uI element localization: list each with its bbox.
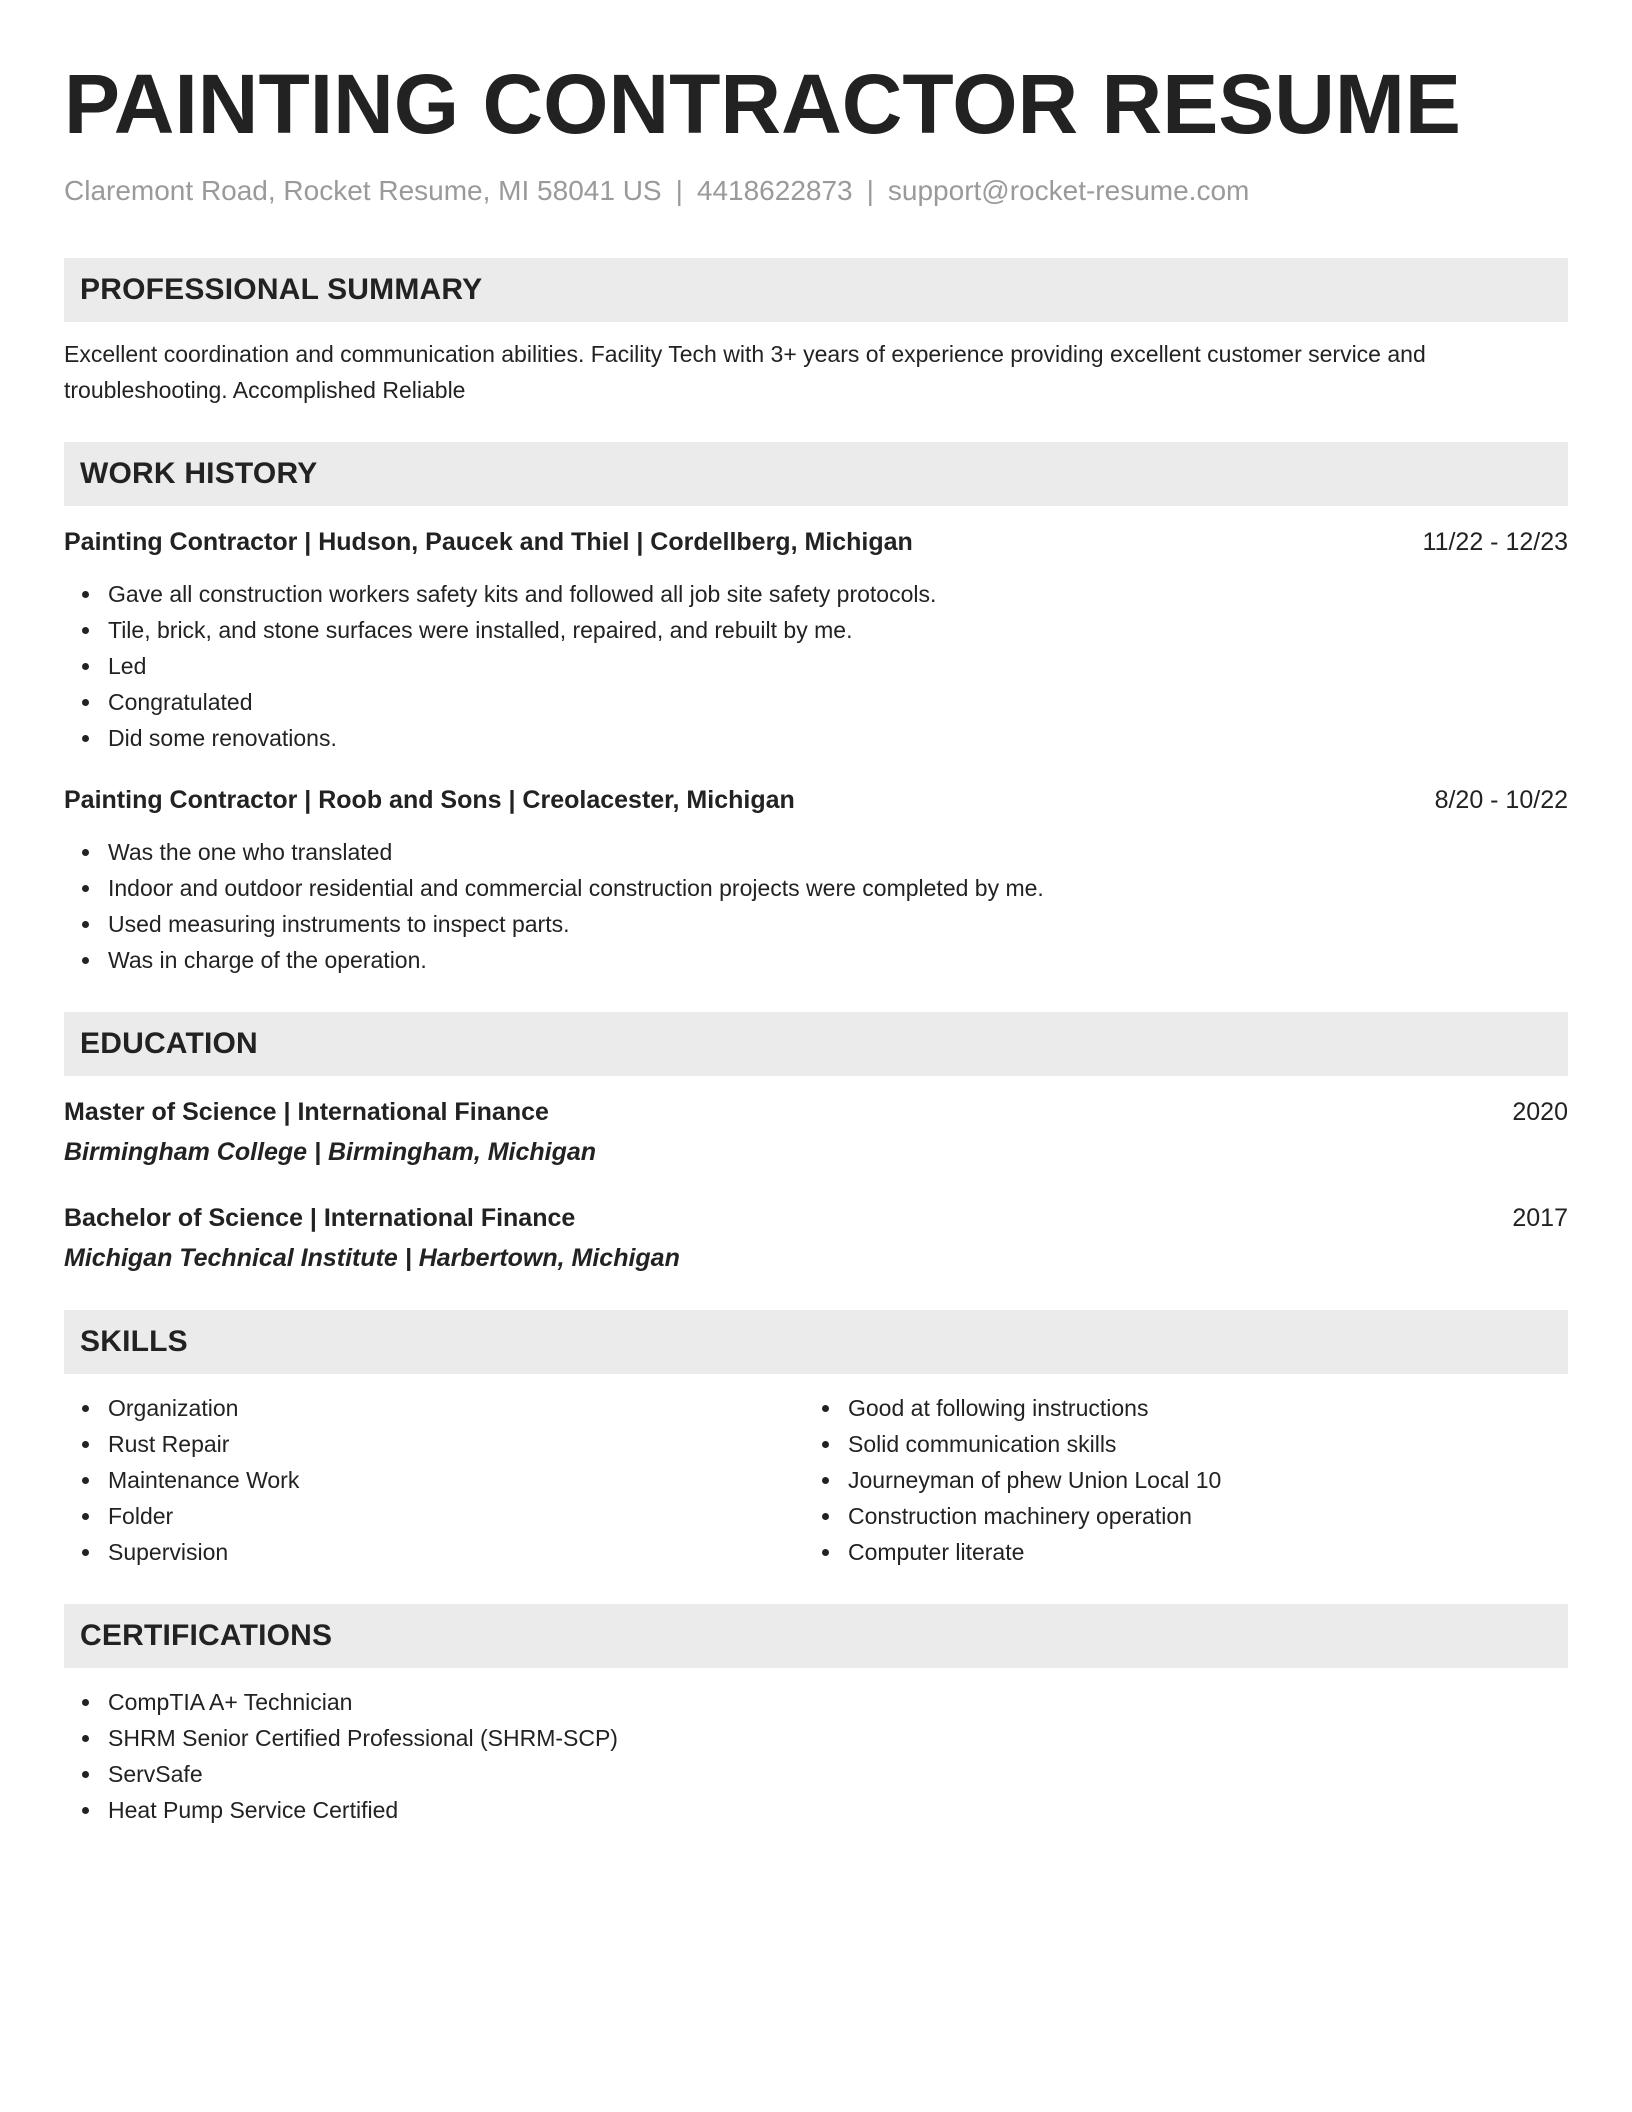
contact-line — [64, 174, 1568, 208]
degree-title: Master of Science | International Finance — [64, 1098, 549, 1126]
job-bullets — [64, 576, 1568, 756]
skills-column-right — [804, 1390, 1544, 1570]
section-header-work-history: WORK HISTORY — [64, 442, 1568, 506]
education-entry — [64, 1200, 1568, 1276]
contact-address: Claremont Road, Rocket Resume, MI 58041 US — [64, 175, 662, 206]
contact-separator: | — [866, 175, 874, 206]
skill-item: Construction machinery operation — [848, 1498, 1544, 1534]
job-bullet: Congratulated — [108, 684, 1568, 720]
certification-item: ServSafe — [108, 1756, 1568, 1792]
skill-item: Supervision — [108, 1534, 804, 1570]
skill-item: Computer literate — [848, 1534, 1544, 1570]
skill-item: Folder — [108, 1498, 804, 1534]
contact-phone: 4418622873 — [696, 175, 853, 206]
skill-item: Organization — [108, 1390, 804, 1426]
graduation-year: 2017 — [1512, 1204, 1568, 1232]
job-bullet: Did some renovations. — [108, 720, 1568, 756]
skill-item: Good at following instructions — [848, 1390, 1544, 1426]
contact-email: support@rocket-resume.com — [887, 175, 1250, 206]
certifications-list — [64, 1684, 1568, 1828]
skill-item: Rust Repair — [108, 1426, 804, 1462]
skill-item: Solid communication skills — [848, 1426, 1544, 1462]
degree-title: Bachelor of Science | International Finance — [64, 1204, 576, 1232]
job-bullet: Indoor and outdoor residential and commercial construction projects were completed by me. — [108, 870, 1568, 906]
job-bullet: Gave all construction workers safety kits and followed all job site safety protocols. — [108, 576, 1568, 612]
job-bullet: Was in charge of the operation. — [108, 942, 1568, 978]
section-header-education: EDUCATION — [64, 1012, 1568, 1076]
resume-title: PAINTING CONTRACTOR RESUME — [64, 57, 1461, 151]
job-bullet: Used measuring instruments to inspect parts. — [108, 906, 1568, 942]
section-header-skills: SKILLS — [64, 1310, 1568, 1374]
job-bullet: Tile, brick, and stone surfaces were installed, repaired, and rebuilt by me. — [108, 612, 1568, 648]
job-bullet: Was the one who translated — [108, 834, 1568, 870]
skill-item: Maintenance Work — [108, 1462, 804, 1498]
certification-item: CompTIA A+ Technician — [108, 1684, 1568, 1720]
job-dates: 11/22 - 12/23 — [1422, 528, 1568, 556]
section-header-certifications: CERTIFICATIONS — [64, 1604, 1568, 1668]
summary-text: Excellent coordination and communication abilities. Facility Tech with 3+ years of experience providing excellent customer service and troubleshooting. Accomplished Reliable — [64, 341, 1426, 403]
job-bullet: Led — [108, 648, 1568, 684]
skills-column-left — [64, 1390, 804, 1570]
graduation-year: 2020 — [1512, 1098, 1568, 1126]
certification-item: Heat Pump Service Certified — [108, 1792, 1568, 1828]
education-entry — [64, 1094, 1568, 1170]
school-name: Michigan Technical Institute | Harbertown, Michigan — [64, 1244, 680, 1272]
job-entry — [64, 524, 1568, 756]
job-entry — [64, 782, 1568, 978]
job-bullets — [64, 834, 1568, 978]
job-dates: 8/20 - 10/22 — [1434, 786, 1568, 814]
skills-list — [804, 1390, 1544, 1570]
job-title: Painting Contractor | Hudson, Paucek and Thiel | Cordellberg, Michigan — [64, 528, 913, 556]
certification-item: SHRM Senior Certified Professional (SHRM-SCP) — [108, 1720, 1568, 1756]
skill-item: Journeyman of phew Union Local 10 — [848, 1462, 1544, 1498]
skills-columns — [64, 1390, 1568, 1570]
section-header-summary: PROFESSIONAL SUMMARY — [64, 258, 1568, 322]
skills-list — [64, 1390, 804, 1570]
job-title: Painting Contractor | Roob and Sons | Creolacester, Michigan — [64, 786, 795, 814]
contact-separator: | — [675, 175, 683, 206]
school-name: Birmingham College | Birmingham, Michigan — [64, 1138, 597, 1166]
